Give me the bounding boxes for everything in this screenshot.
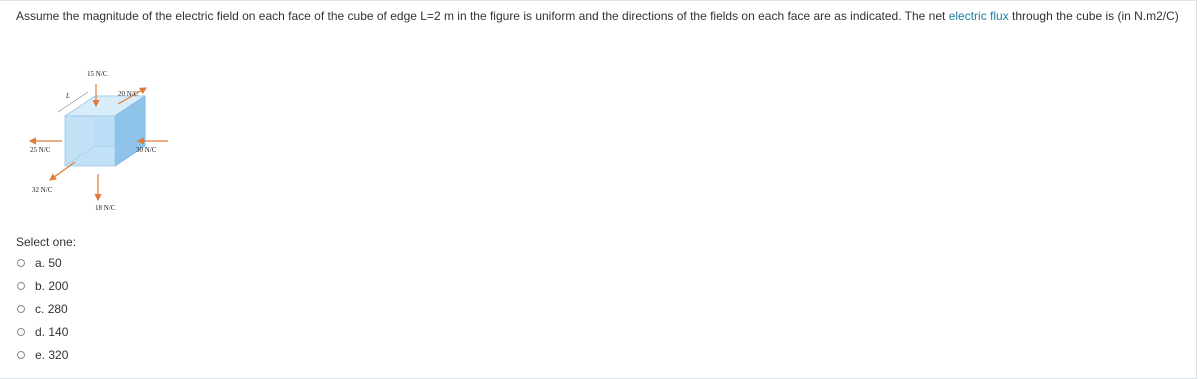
edge-length-label: L [66,92,70,100]
answer-option-c[interactable] [17,297,68,320]
bottom-field-label: 18 N/C [95,204,116,212]
radio-button[interactable] [17,259,25,267]
front-field-label: 32 N/C [32,186,53,194]
question-text [16,9,1186,23]
option-letter: a. [35,255,46,270]
option-letter: b. [35,278,46,293]
option-letter: d. [35,325,46,340]
top-field-label: 15 N/C [87,70,108,78]
cube-front-face [65,116,115,166]
front-field-arrow [50,162,75,180]
select-one-label: Select one: [16,235,77,249]
answer-options [17,251,68,367]
answer-option-e[interactable] [17,344,68,367]
option-value: 200 [48,278,69,293]
option-value: 320 [48,348,69,363]
question-text-after: through the cube is (in N.m2/C) [1008,9,1179,23]
answer-option-a[interactable] [17,251,68,274]
right-field-label: 30 N/C [136,146,157,154]
option-letter: e. [35,348,46,363]
option-letter: c. [35,301,45,316]
radio-button[interactable] [17,351,25,359]
radio-button[interactable] [17,305,25,313]
radio-button[interactable] [17,328,25,336]
answer-option-b[interactable] [17,274,68,297]
answer-option-d[interactable] [17,321,68,344]
back-field-label: 20 N/C [118,90,139,98]
cube-diagram [20,62,190,222]
left-field-label: 25 N/C [30,146,51,154]
electric-flux-link[interactable]: electric flux [948,9,1009,23]
option-value: 140 [48,325,69,340]
cube-figure [20,62,190,222]
option-value: 280 [47,301,68,316]
option-value: 50 [48,255,62,270]
radio-button[interactable] [17,282,25,290]
question-text-before: Assume the magnitude of the electric field on each face of the cube of edge L=2 m in the figure is uniform and the directions of the fields on each face are as indicated. The net [16,9,949,23]
